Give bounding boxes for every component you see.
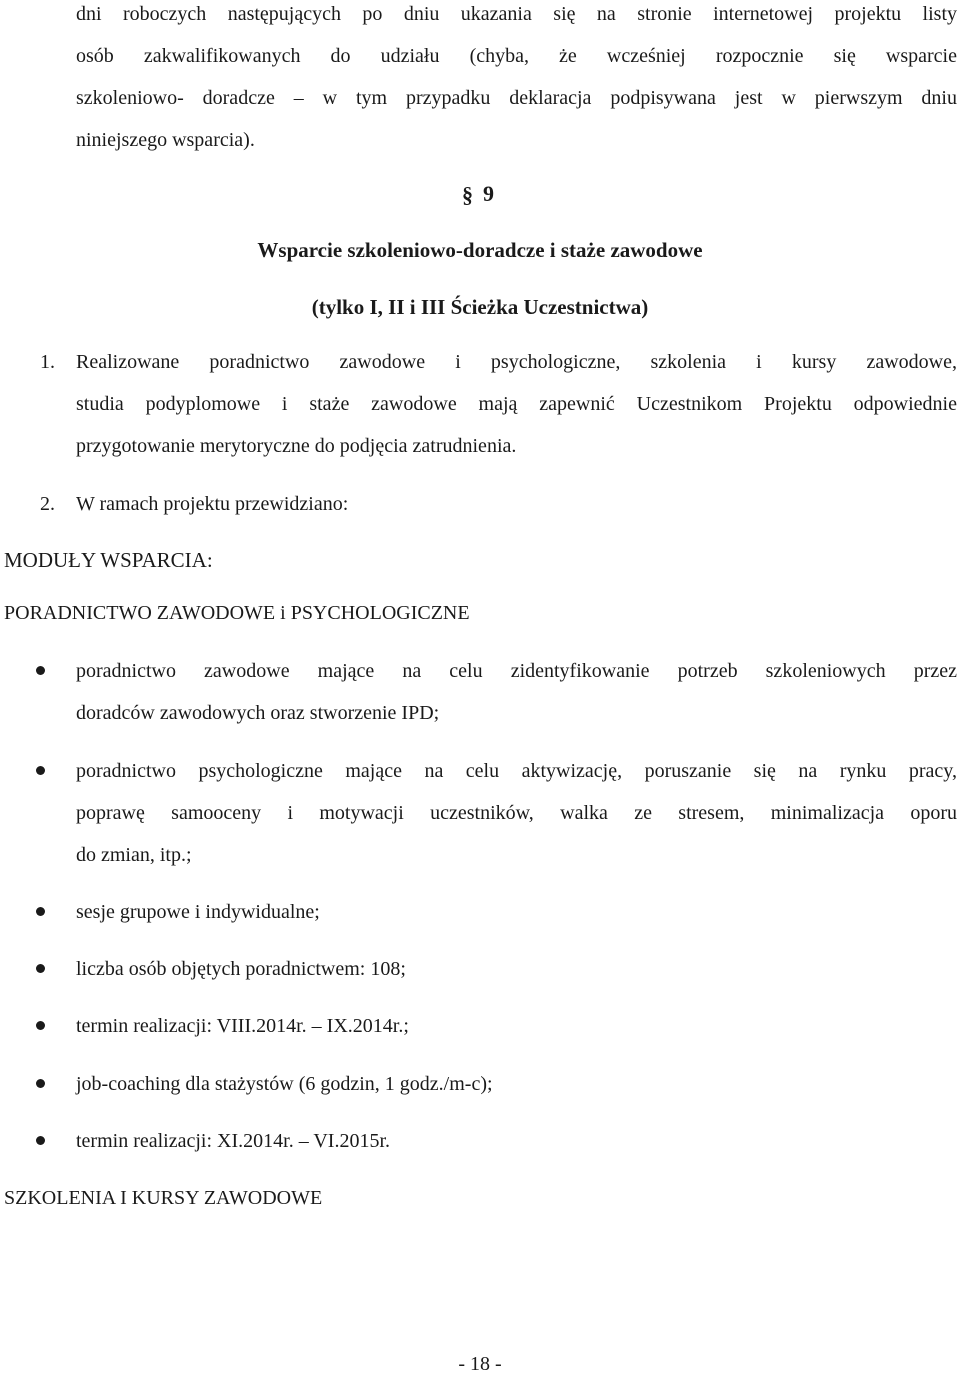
point-line: studia podyplomowe i staże zawodowe mają zapewnić Uczestnikom Projektu odpowiednie <box>76 393 957 415</box>
bullet-icon <box>36 1021 45 1030</box>
point-number: 2. <box>40 493 55 515</box>
page-number: - 18 - <box>458 1353 502 1375</box>
list-item-line: termin realizacji: VIII.2014r. – IX.2014r.; <box>76 1015 409 1037</box>
bullet-icon <box>36 766 45 775</box>
point-line: Realizowane poradnictwo zawodowe i psychologiczne, szkolenia i kursy zawodowe, <box>76 351 957 373</box>
list-item-line: do zmian, itp.; <box>76 844 192 866</box>
list-item-line: poradnictwo psychologiczne mające na celu aktywizację, poruszanie się na rynku pracy, <box>76 760 957 782</box>
bullet-icon <box>36 964 45 973</box>
bullet-icon <box>36 666 45 675</box>
bullet-icon <box>36 1136 45 1145</box>
intro-line: dni roboczych następujących po dniu ukazania się na stronie internetowej projektu listy <box>76 3 957 25</box>
modules-heading: MODUŁY WSPARCIA: <box>4 548 213 572</box>
point-line: przygotowanie merytoryczne do podjęcia zatrudnienia. <box>76 435 517 457</box>
list-item-line: liczba osób objętych poradnictwem: 108; <box>76 958 406 980</box>
section-symbol: § <box>462 182 473 207</box>
list-item-line: job-coaching dla stażystów (6 godzin, 1 godz./m-c); <box>76 1073 493 1095</box>
training-heading: SZKOLENIA I KURSY ZAWODOWE <box>4 1187 323 1209</box>
counseling-heading: PORADNICTWO ZAWODOWE i PSYCHOLOGICZNE <box>4 602 470 624</box>
point-text: W ramach projektu przewidziano: <box>76 493 349 515</box>
section-subtitle: (tylko I, II i III Ścieżka Uczestnictwa) <box>311 295 649 319</box>
intro-line: szkoleniowo- doradcze – w tym przypadku deklaracja podpisywana jest w pierwszym dniu <box>76 87 957 109</box>
intro-line: osób zakwalifikowanych do udziału (chyba, że wcześniej rozpocznie się wsparcie <box>76 45 957 67</box>
point-number: 1. <box>40 351 55 373</box>
bullet-icon <box>36 907 45 916</box>
list-item-line: termin realizacji: XI.2014r. – VI.2015r. <box>76 1130 390 1152</box>
intro-line: niniejszego wsparcia). <box>76 129 255 151</box>
list-item-line: poprawę samooceny i motywacji uczestników, walka ze stresem, minimalizacja oporu <box>76 802 957 824</box>
list-item-line: poradnictwo zawodowe mające na celu zidentyfikowanie potrzeb szkoleniowych przez <box>76 660 957 682</box>
section-number: 9 <box>483 181 494 206</box>
list-item-line: doradców zawodowych oraz stworzenie IPD; <box>76 702 440 724</box>
section-title: Wsparcie szkoleniowo-doradcze i staże zawodowe <box>257 238 703 262</box>
list-item-line: sesje grupowe i indywidualne; <box>76 901 320 923</box>
bullet-icon <box>36 1079 45 1088</box>
